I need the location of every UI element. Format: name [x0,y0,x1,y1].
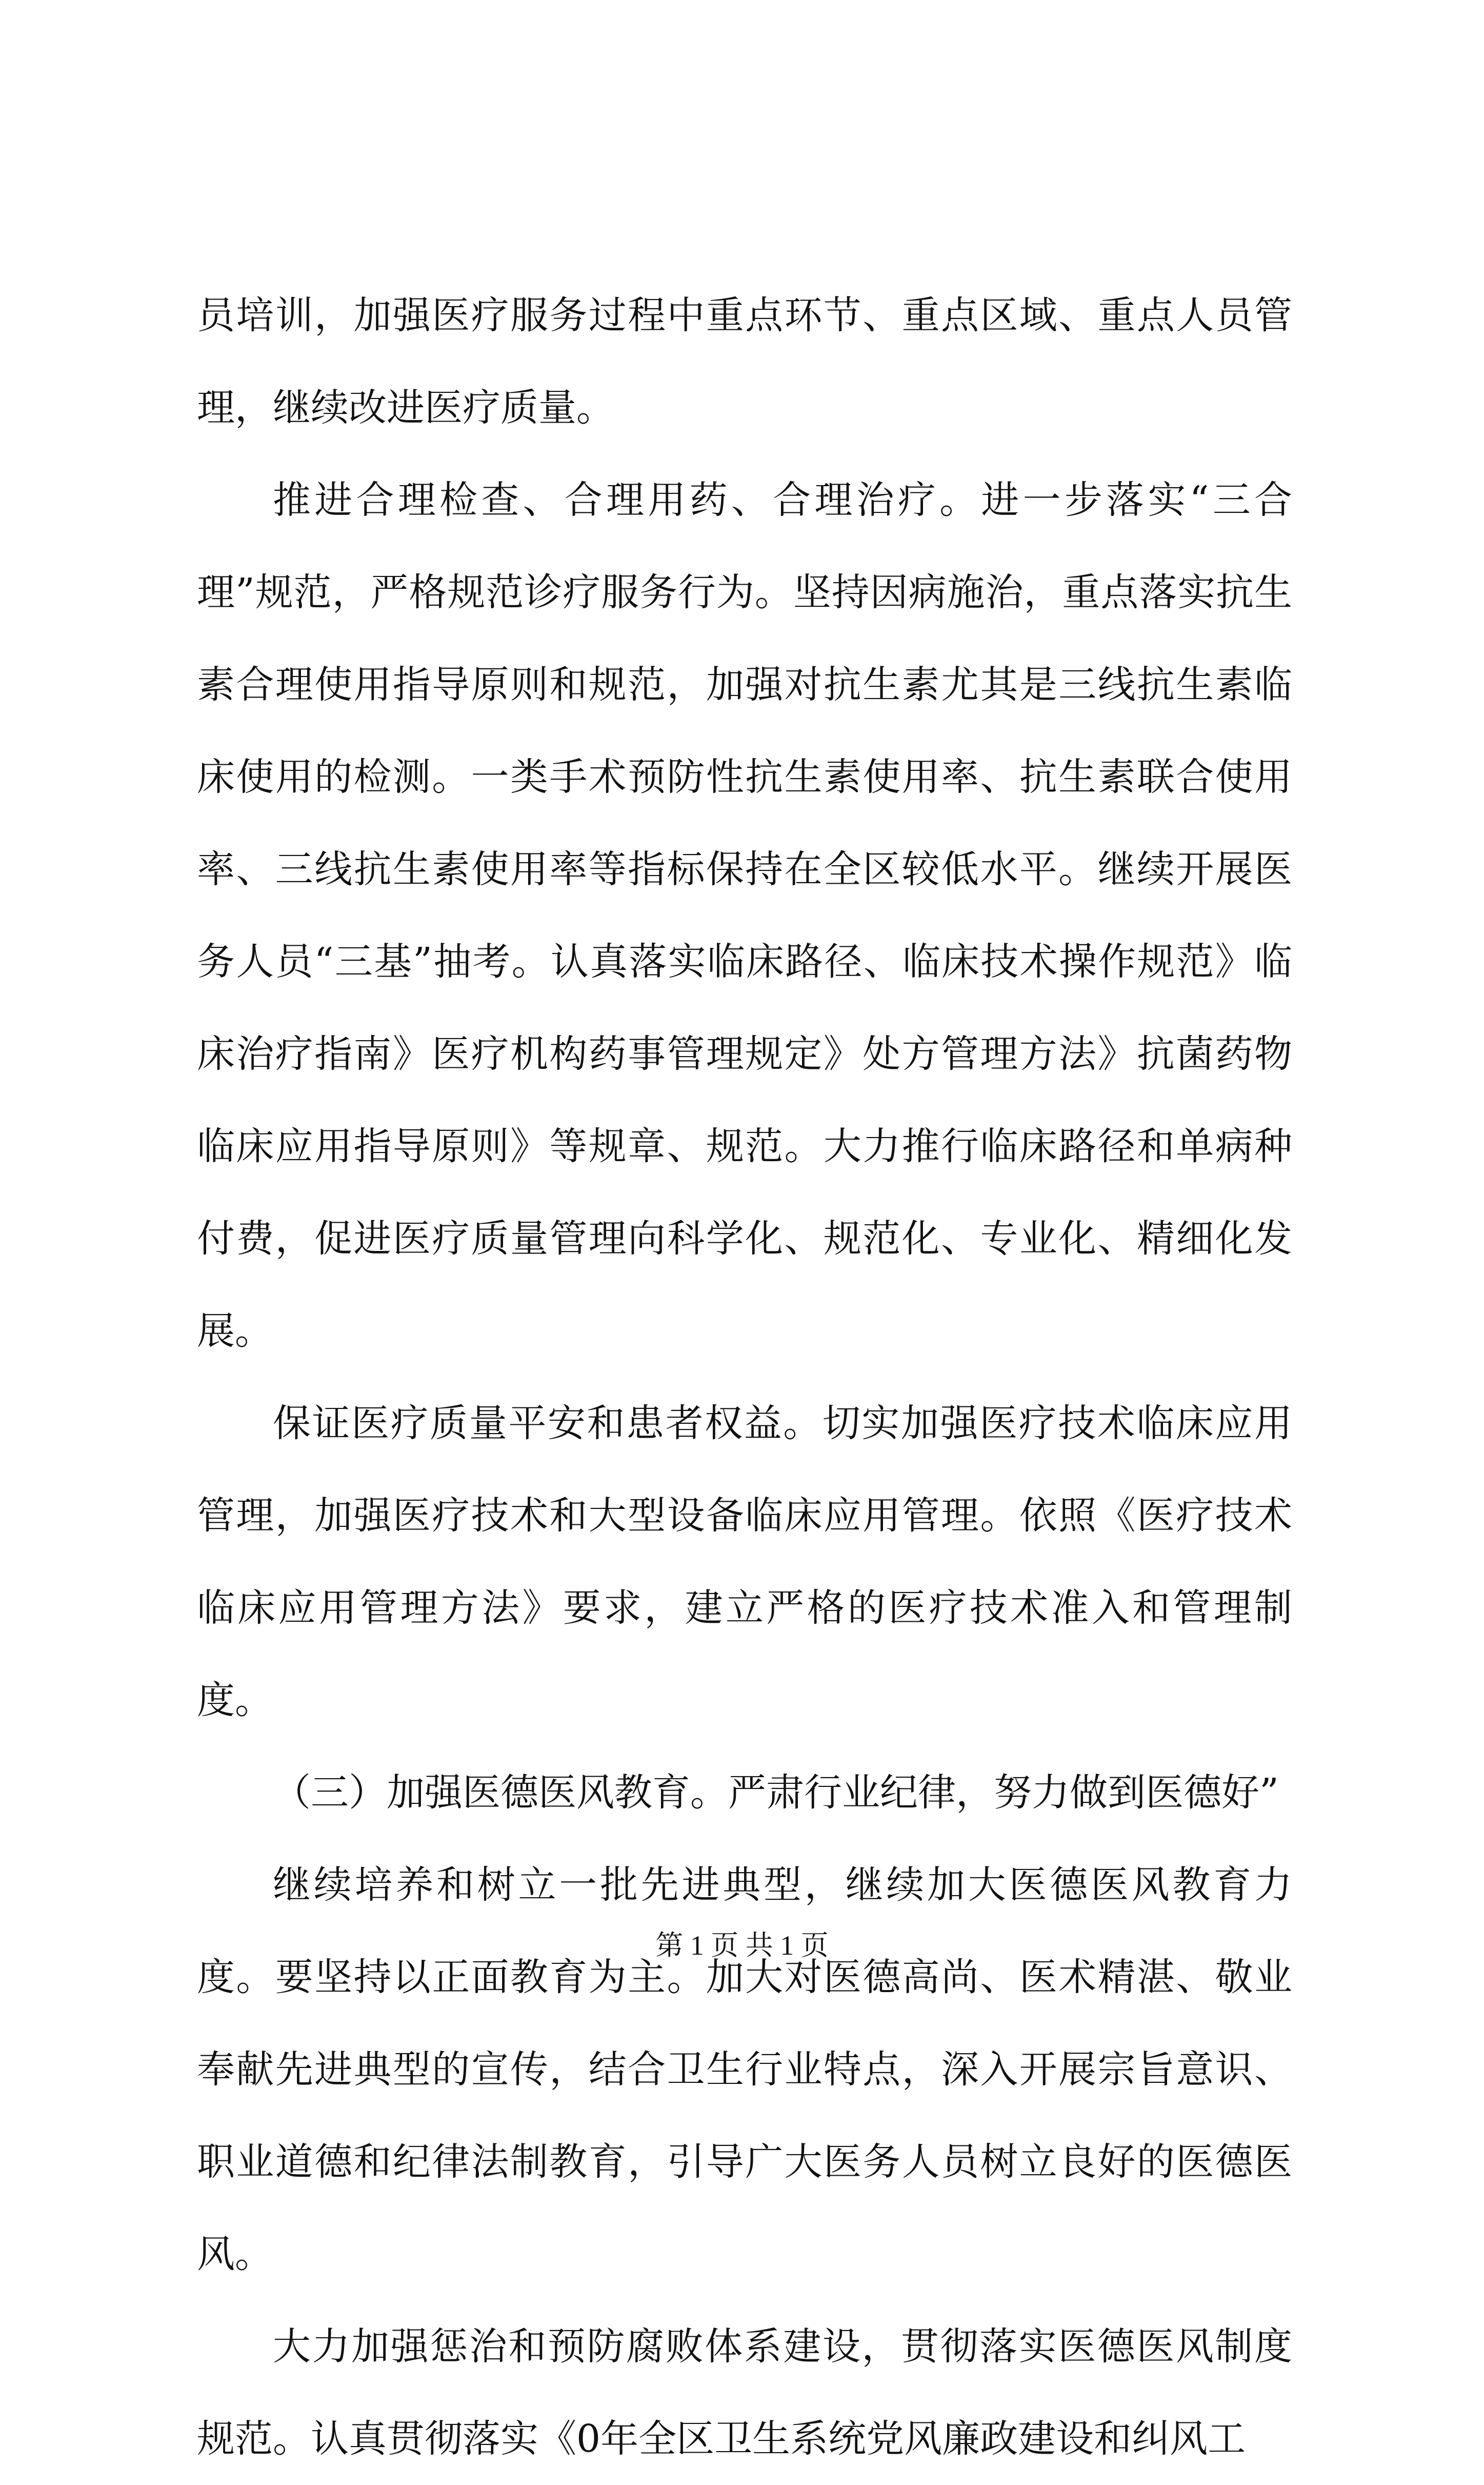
document-body [197,269,1292,2485]
page-number-label: 第 1 页 共 1 页 [655,1930,829,1961]
paragraph-anti-corruption: 大力加强惩治和预防腐败体系建设，贯彻落实医德医风制度规范。认真贯彻落实《0年全区卫生系统党风廉政建设和纠风工 [197,2324,1292,2461]
paragraph-quality-safety: 保证医疗质量平安和患者权益。切实加强医疗技术临床应用管理，加强医疗技术和大型设备临床应用管理。依照《医疗技术临床应用管理方法》要求，建立严格的医疗技术准入和管理制度。 [197,1401,1292,1722]
section-heading-medical-ethics: （三）加强医德医风教育。严肃行业纪律，努力做到医德好” [273,1771,1279,1815]
paragraph-rational-treatment: 推进合理检查、合理用药、合理治疗。进一步落实“三合理”规范，严格规范诊疗服务行为。坚持因病施治，重点落实抗生素合理使用指导原则和规范，加强对抗生素尤其是三线抗生素临床使用的检测。一类手术预防性抗生素使用率、抗生素联合使用率、三线抗生素使用率等指标保持在全区较低水平。继续开展医务人员“三基”抽考。认真落实临床路径、临床技术操作规范》临床治疗指南》医疗机构药事管理规定》处方管理方法》抗菌药物临床应用指导原则》等规章、规范。大力推行临床路径和单病种付费，促进医疗质量管理向科学化、规范化、专业化、精细化发展。 [197,478,1292,1353]
paragraph-ethics-education: 继续培养和树立一批先进典型，继续加大医德医风教育力度。要坚持以正面教育为主。加大对医德高尚、医术精湛、敬业奉献先进典型的宣传，结合卫生行业特点，深入开展宗旨意识、职业道德和纪律法制教育，引导广大医务人员树立良好的医德医风。 [197,1863,1292,2276]
page-footer [0,1923,1484,1963]
paragraph-staff-training: 员培训，加强医疗服务过程中重点环节、重点区域、重点人员管理，继续改进医疗质量。 [197,293,1292,430]
